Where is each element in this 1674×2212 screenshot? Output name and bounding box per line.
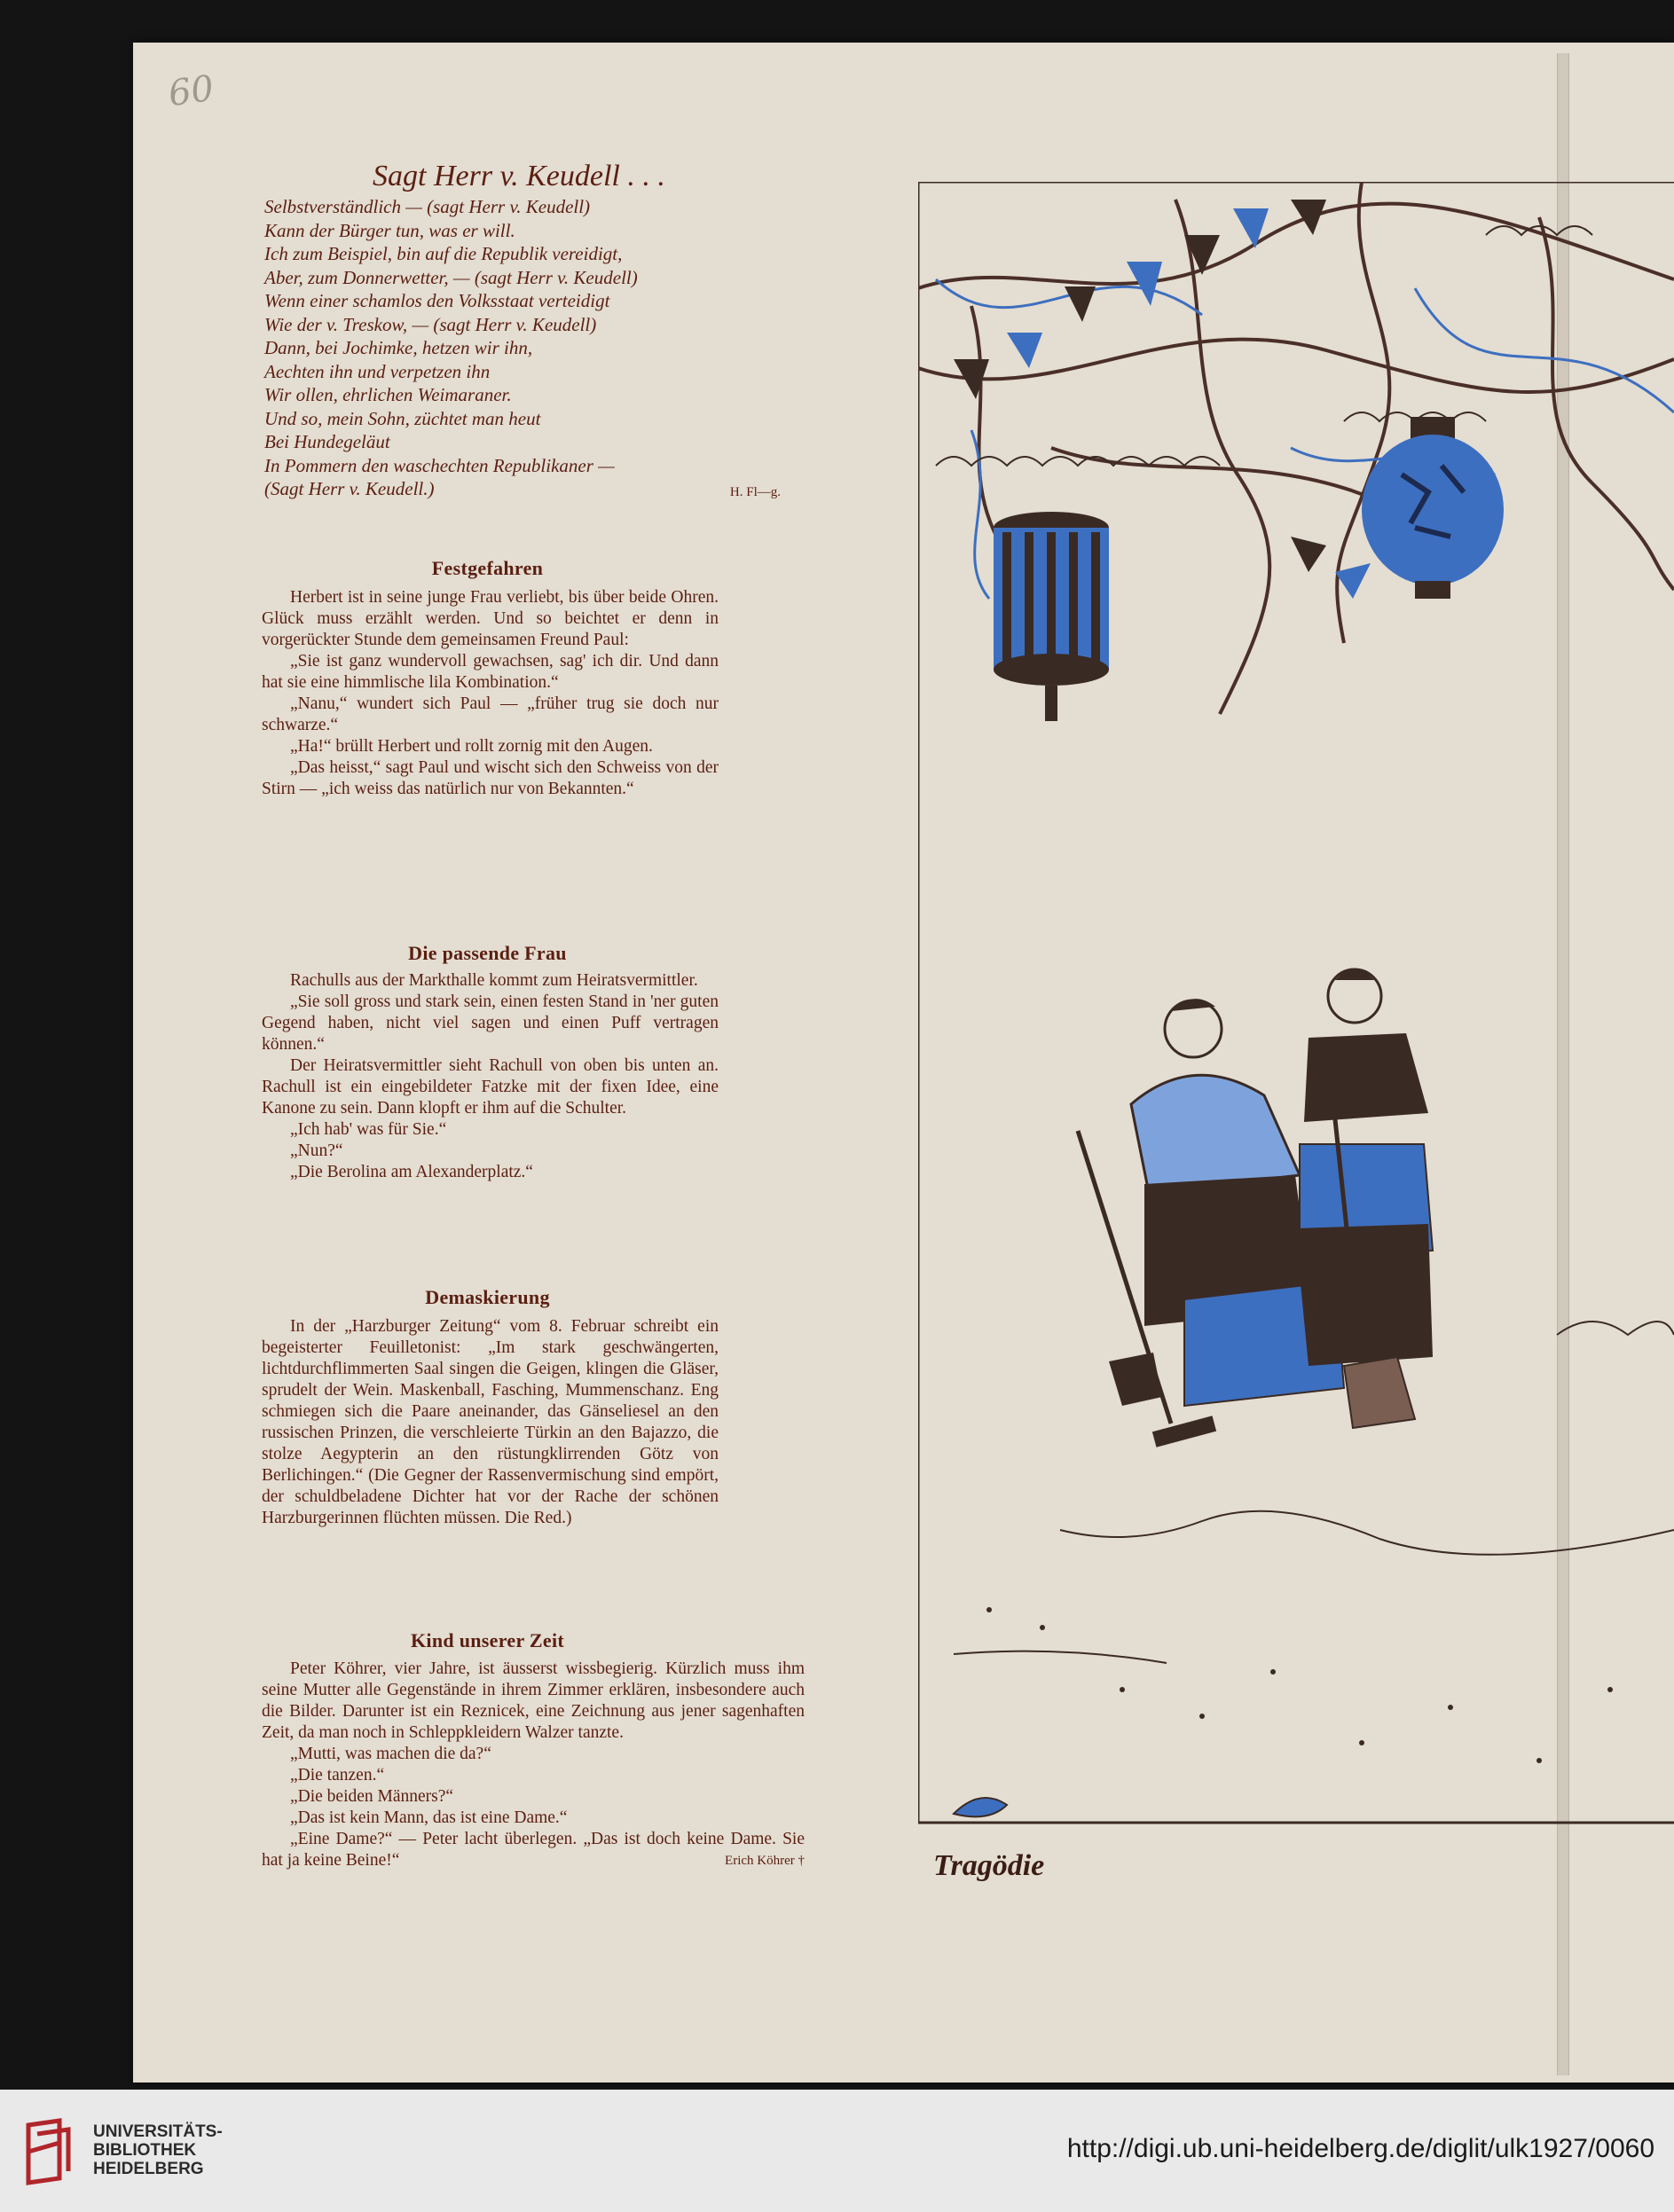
poem-line: Dann, bei Jochimke, hetzen wir ihn, xyxy=(264,337,533,358)
poem-line: Aechten ihn und verpetzen ihn xyxy=(264,360,491,382)
section-body xyxy=(262,1316,719,1529)
pencil-page-number: 60 xyxy=(166,67,216,115)
poem-body xyxy=(264,195,788,506)
floor-dots xyxy=(986,1607,1613,1763)
paragraph: In der „Harzburger Zeitung“ vom 8. Februar schreibt ein begeisterter Feuilletonist: „Im stark geschwängerten, lichtdurchflimmerten Saal singen die Geigen, klingen die Gläser, sprudelt der Wein. Maskenball, Fasching, Mummenschanz. Eng schmiegen sich die Paare aneinander, das Gänseliesel an den russischen Prinzen, die verschleierte Türkin an den Bajazzo, die stolze Aegypterin an den rüstungklirrenden Götz von Berlichingen.“ (Die Gegner der Rassenvermischung sind empört, der schuldbeladene Dichter hat vor der Rache der schönen Harzburgerinnen flüchten müssen. Die Red.) xyxy=(262,1317,719,1527)
paragraph: „Die tanzen.“ xyxy=(290,1766,385,1785)
paragraph: „Nun?“ xyxy=(290,1141,343,1160)
paragraph: „Das ist kein Mann, das ist eine Dame.“ xyxy=(290,1808,568,1827)
paragraph: „Die Berolina am Alexanderplatz.“ xyxy=(290,1163,533,1181)
paragraph: „Das heisst,“ sagt Paul und wischt sich den Schweiss von der Stirn — „ich weiss das natürlich nur von Bekannten.“ xyxy=(262,758,719,798)
section-title: Festgefahren xyxy=(431,557,544,579)
paragraph: Rachulls aus der Markthalle kommt zum Heiratsvermittler. xyxy=(290,971,698,990)
poem-line: Wie der v. Treskow, — (sagt Herr v. Keudell) xyxy=(264,313,597,335)
paragraph: „Sie ist ganz wundervoll gewachsen, sag' ich dir. Und dann hat sie eine himmlische lila Kombination.“ xyxy=(262,652,719,692)
library-logo-icon[interactable] xyxy=(20,2116,82,2187)
section-title: Die passende Frau xyxy=(408,942,567,964)
sweeping-women xyxy=(1078,969,1433,1447)
section-body xyxy=(262,970,719,1183)
paragraph: „Mutti, was machen die da?“ xyxy=(290,1745,491,1763)
poem-title: Sagt Herr v. Keudell . . . xyxy=(373,160,665,192)
paragraph: „Ha!“ brüllt Herbert und rollt zornig mit den Augen. xyxy=(290,737,653,756)
poem-line: Bei Hundegeläut xyxy=(264,431,390,452)
poem-line: (Sagt Herr v. Keudell.) xyxy=(264,478,435,499)
poem-line: Aber, zum Donnerwetter, — (sagt Herr v. Keudell) xyxy=(264,266,638,288)
section-title: Kind unserer Zeit xyxy=(411,1629,564,1651)
paragraph: „Nanu,“ wundert sich Paul — „früher trug sie doch nur schwarze.“ xyxy=(262,694,719,734)
paragraph: „Die beiden Männers?“ xyxy=(290,1787,454,1806)
page-url[interactable]: http://digi.ub.uni-heidelberg.de/diglit/ulk1927/0060 xyxy=(1066,2134,1654,2163)
paragraph: Herbert ist in seine junge Frau verliebt, bis über beide Ohren. Glück muss erzählt werden. Und so beichtet er denn in vorgerückter Stunde dem gemeinsamen Freund Paul: xyxy=(262,588,719,649)
section-title: Demaskierung xyxy=(425,1286,550,1308)
paragraph: „Ich hab' was für Sie.“ xyxy=(290,1120,447,1139)
poem-line: Ich zum Beispiel, bin auf die Republik vereidigt, xyxy=(264,243,623,264)
library-name: UNIVERSITÄTS- BIBLIOTHEK HEIDELBERG xyxy=(93,2122,223,2178)
section-body xyxy=(262,1659,805,1871)
poem-line: In Pommern den waschechten Republikaner — xyxy=(264,454,615,476)
section-body xyxy=(262,587,719,800)
poem-line: Selbstverständlich — (sagt Herr v. Keudell) xyxy=(264,196,591,217)
paragraph: Peter Köhrer, vier Jahre, ist äusserst wissbegierig. Kürzlich muss ihm seine Mutter alle Gegenstände in ihrem Zimmer erklären, insbesondere auch die Bilder. Darunter ist ein Reznicek, eine Zeichnung aus jener sagenhaften Zeit, da man noch in Schleppkleidern Walzer tanzte. xyxy=(262,1659,805,1742)
illustration-caption: Tragödie xyxy=(933,1849,1045,1882)
poem-line: Wir ollen, ehrlichen Weimaraner. xyxy=(264,384,512,405)
illustration-tragoedie xyxy=(918,182,1674,1832)
lantern-right xyxy=(1362,417,1504,599)
floor-mask xyxy=(954,1798,1007,1816)
poem-line: Kann der Bürger tun, was er will. xyxy=(264,219,515,241)
section-signature: Erich Köhrer † xyxy=(725,1854,805,1868)
paragraph: „Sie soll gross und stark sein, einen festen Stand in 'ner guten Gegend haben, nicht viel sagen und einen Puff vertragen können.“ xyxy=(262,992,719,1054)
paragraph-text: „Eine Dame?“ — Peter lacht überlegen. „Das ist doch keine Dame. Sie hat ja keine Beine!“ xyxy=(262,1830,805,1870)
paragraph: Der Heiratsvermittler sieht Rachull von oben bis unten an. Rachull ist ein eingebildeter Fatzke mit der fixen Idee, eine Kanone zu sein. Dann klopft er ihm auf die Schulter. xyxy=(262,1056,719,1118)
viewer-footer xyxy=(0,2090,1674,2212)
paragraph xyxy=(262,1829,805,1871)
lantern-left xyxy=(994,512,1109,721)
poem-signature: H. Fl—g. xyxy=(729,484,781,499)
poem-line: Und so, mein Sohn, züchtet man heut xyxy=(264,407,541,429)
poem-line: Wenn einer schamlos den Volksstaat verteidigt xyxy=(264,290,610,311)
